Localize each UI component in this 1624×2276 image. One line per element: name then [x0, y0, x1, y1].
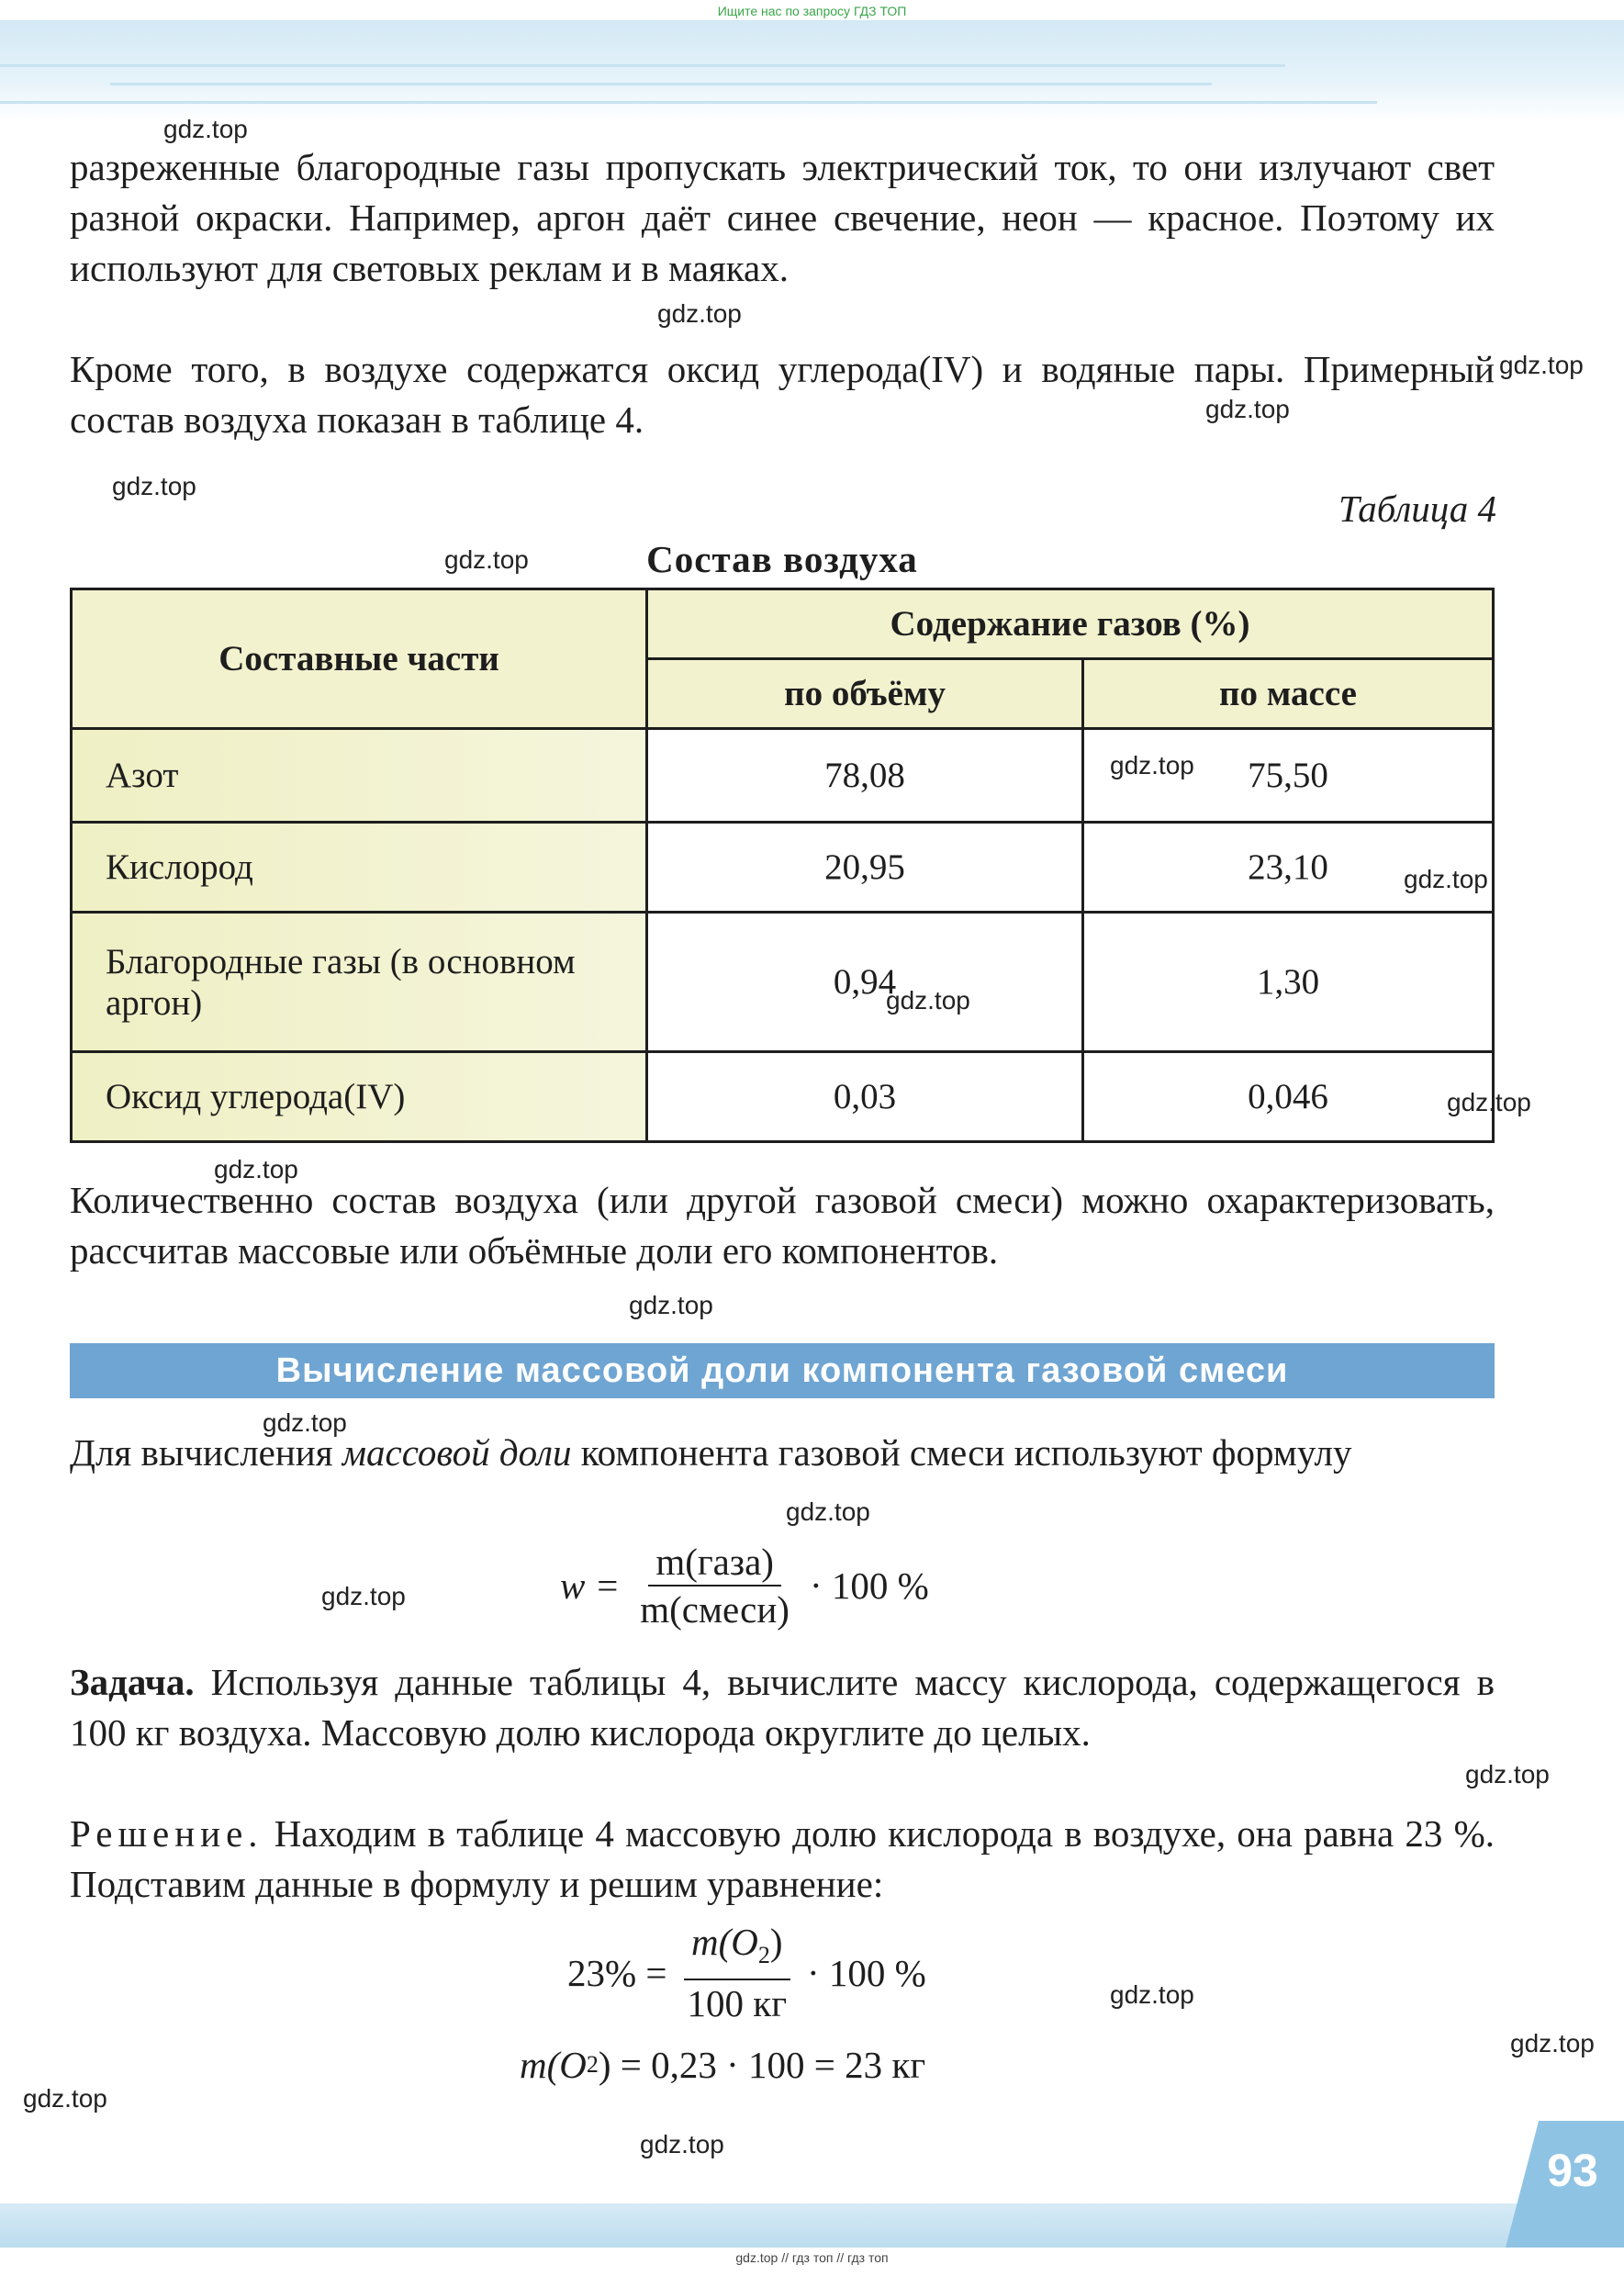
watermark: gdz.top — [1510, 2029, 1595, 2057]
row-mass: 75,50 — [1083, 729, 1494, 823]
header-mass: по массе — [1083, 659, 1494, 729]
row-volume: 0,94 — [647, 913, 1083, 1052]
equation-lhs: 23% = — [567, 1951, 667, 1994]
bottom-decor-band — [0, 2203, 1624, 2248]
paragraph-formula-intro: Для вычисления массовой доли компонента газовой смеси используют формулу — [70, 1431, 1352, 1474]
page-number: 93 — [1547, 2145, 1598, 2196]
watermark: gdz.top — [321, 1582, 406, 1610]
watermark: gdz.top — [1110, 1980, 1194, 2009]
header-parts: Составные части — [72, 589, 647, 729]
formula-equation — [567, 1919, 926, 2026]
watermark: gdz.top — [1447, 1088, 1531, 1116]
paragraph-air-composition-intro: Кроме того, в воздухе содержатся оксид углерода(IV) и водяные пары. Примерный состав воздуха показан в таблице 4. — [70, 348, 1495, 441]
formula-mass-fraction — [560, 1539, 929, 1632]
bottom-note: gdz.top // гдз топ // гдз топ — [735, 2250, 889, 2265]
watermark: gdz.top — [163, 115, 248, 143]
row-volume: 20,95 — [647, 823, 1083, 913]
row-name: Азот — [72, 729, 647, 823]
watermark: gdz.top — [1205, 395, 1290, 423]
watermark: gdz.top — [886, 986, 970, 1015]
row-name: Кислород — [72, 823, 647, 913]
top-note: Ищите нас по запросу ГДЗ ТОП — [717, 4, 907, 18]
formula-numerator: m(газа) — [648, 1539, 781, 1586]
air-composition-table — [70, 588, 1495, 1143]
table-label: Таблица 4 — [1338, 488, 1496, 530]
formula-denominator: m(смеси) — [640, 1588, 790, 1631]
watermark: gdz.top — [214, 1155, 298, 1183]
formula-fraction — [633, 1539, 797, 1632]
table-row — [72, 913, 1494, 1052]
table-row — [72, 1052, 1494, 1142]
watermark: gdz.top — [1499, 351, 1584, 379]
table-row — [72, 823, 1494, 913]
paragraph-solution: Решение. Находим в таблице 4 массовую долю кислорода в воздухе, она равна 23 %. Подставим данные в формулу и решим уравнение: — [70, 1812, 1495, 1905]
table-row — [72, 729, 1494, 823]
row-mass: 1,30 — [1083, 913, 1494, 1052]
watermark: gdz.top — [23, 2084, 107, 2113]
row-volume: 78,08 — [647, 729, 1083, 823]
watermark: gdz.top — [1465, 1760, 1550, 1788]
watermark: gdz.top — [786, 1497, 870, 1526]
formula-rhs: · 100 % — [809, 1564, 929, 1607]
watermark: gdz.top — [1110, 751, 1194, 779]
equation-numerator: $m(O_2)$ — [684, 1919, 790, 1980]
row-volume: 0,03 — [647, 1052, 1083, 1142]
watermark: gdz.top — [263, 1408, 347, 1437]
table-caption: Состав воздуха — [646, 538, 918, 580]
result-mass-symbol: m(O — [520, 2044, 587, 2086]
row-name: Оксид углерода(IV) — [72, 1052, 647, 1142]
table-header-row — [72, 589, 1494, 659]
formula-lhs: w = — [560, 1564, 621, 1607]
paragraph-noble-gases: разреженные благородные газы пропускать электрический ток, то они излучают свет разной окраски. Например, аргон даёт синее свечение, неон — красное. Поэтому их используют для световых реклам и в маяках. — [70, 146, 1495, 289]
watermark: gdz.top — [640, 2130, 724, 2158]
header-content: Содержание газов (%) — [647, 589, 1494, 659]
result-subscript: 2 — [586, 2051, 599, 2078]
formula-result — [520, 2043, 925, 2087]
header-volume: по объёму — [647, 659, 1083, 729]
row-mass: 23,10 — [1083, 823, 1494, 913]
row-name: Благородные газы (в основном аргон) — [72, 913, 647, 1052]
watermark: gdz.top — [657, 299, 742, 328]
result-value: ) = 0,23 · 100 = 23 кг — [598, 2044, 926, 2086]
watermark: gdz.top — [444, 545, 529, 574]
paragraph-task: Задача. Используя данные таблицы 4, вычислите массу кислорода, содержащегося в 100 кг воздуха. Массовую долю кислорода округлите до целых. — [70, 1661, 1495, 1754]
watermark: gdz.top — [629, 1291, 713, 1319]
watermark: gdz.top — [112, 472, 196, 500]
section-title-bar: Вычисление массовой доли компонента газовой смеси — [70, 1343, 1495, 1398]
equation-rhs: · 100 % — [807, 1951, 926, 1994]
watermark: gdz.top — [1404, 865, 1488, 893]
paragraph-quantitative: Количественно состав воздуха (или другой газовой смеси) можно охарактеризовать, рассчитав массовые или объёмные доли его компонентов. — [70, 1179, 1495, 1272]
equation-fraction — [680, 1919, 795, 2026]
equation-denominator: 100 кг — [687, 1982, 788, 2025]
row-mass: 0,046 — [1083, 1052, 1494, 1142]
